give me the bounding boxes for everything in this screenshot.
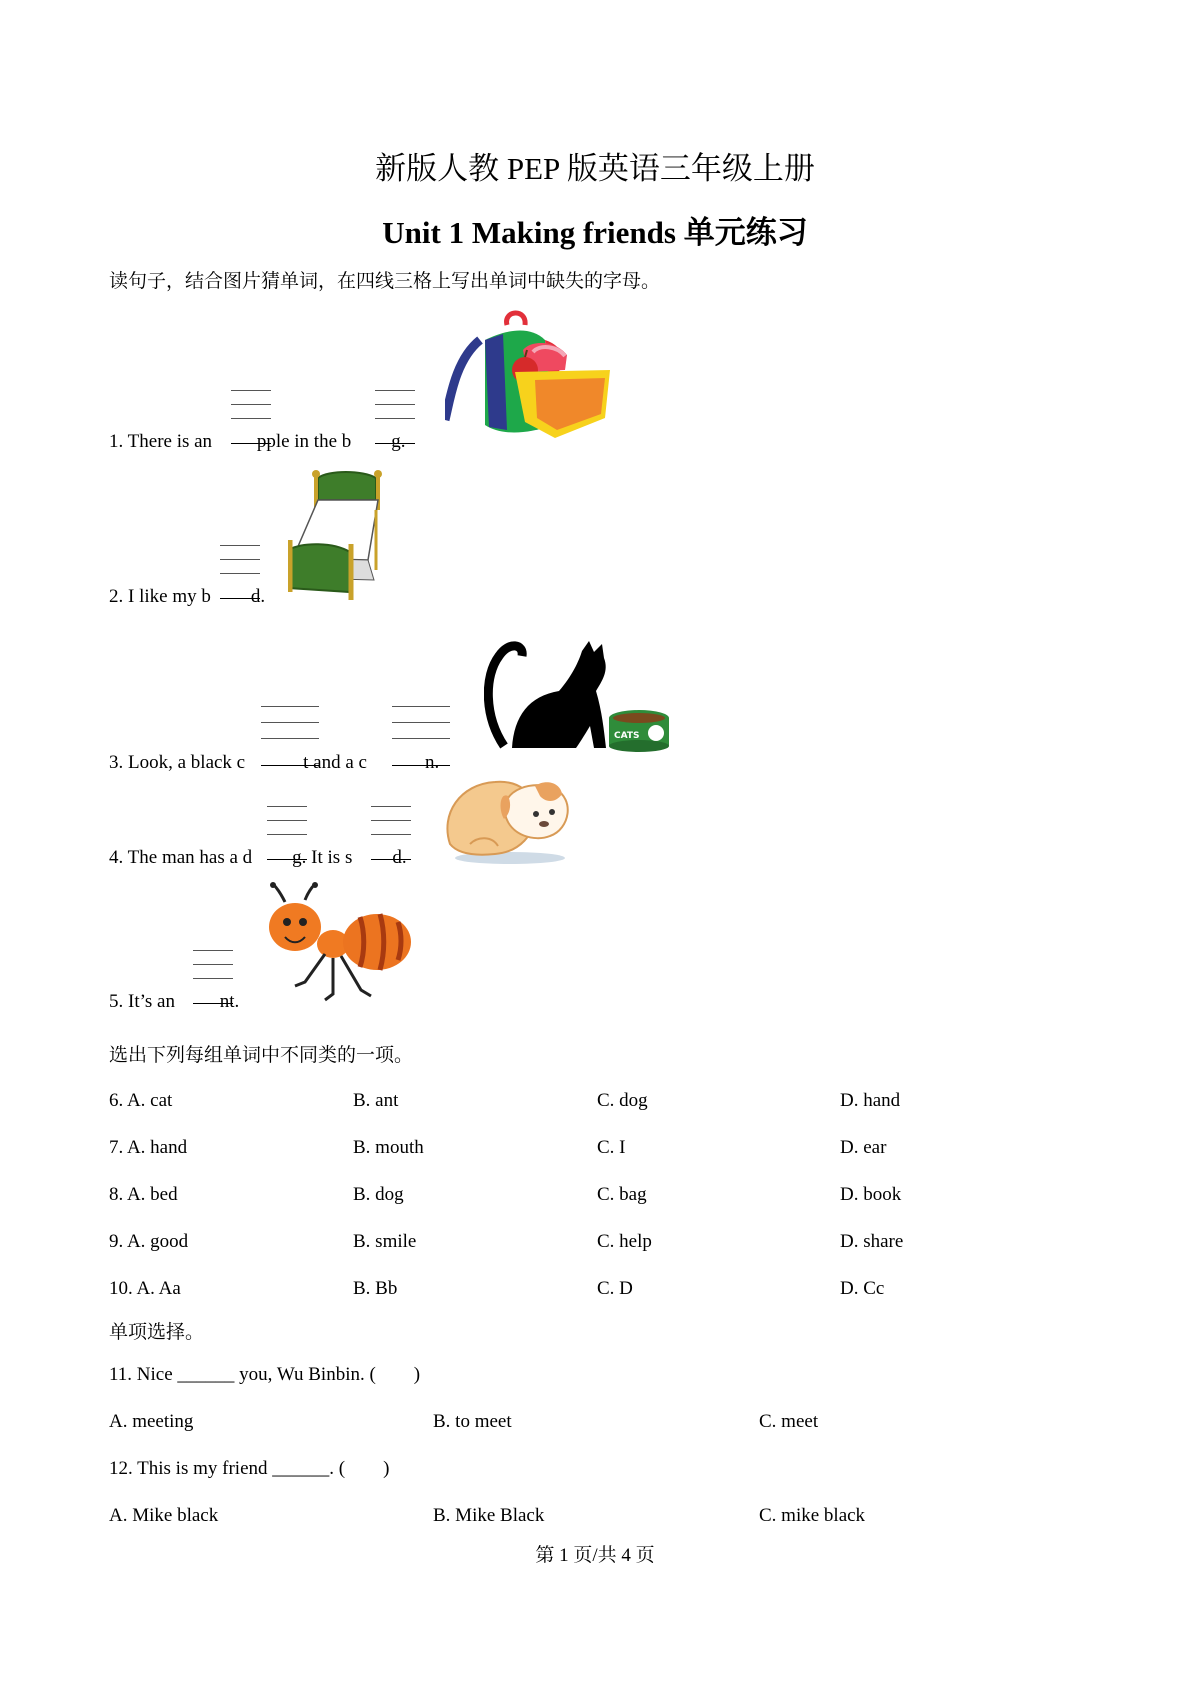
question-4 xyxy=(109,847,407,869)
q4-text-b: g. It is s xyxy=(292,847,353,868)
q3-blank-2-writing-lines[interactable] xyxy=(392,706,450,770)
q3-text-a: 3. Look, a black c xyxy=(109,752,246,773)
q4-blank-1-writing-lines[interactable] xyxy=(267,806,307,864)
q8-option-b: B. dog xyxy=(353,1184,404,1205)
question-12: 12. This is my friend ______. ( ) xyxy=(109,1458,390,1479)
sad-dog-image xyxy=(440,774,580,866)
q5-text-b: nt. xyxy=(219,991,240,1012)
q9-option-d: D. share xyxy=(840,1231,904,1252)
section3-instruction: 单项选择。 xyxy=(109,1322,205,1343)
q2-blank-writing-lines[interactable] xyxy=(220,545,260,603)
q10-option-a: 10. A. Aa xyxy=(109,1278,181,1299)
q8-option-a: 8. A. bed xyxy=(109,1184,178,1205)
q9-option-a: 9. A. good xyxy=(109,1231,189,1252)
q4-text-a: 4. The man has a d xyxy=(109,847,253,868)
page-number: 第 1 页/共 4 页 xyxy=(535,1545,655,1566)
bed-image xyxy=(288,470,408,604)
section1-instruction: 读句子，结合图片猜单词，在四线三格上写出单词中缺失的字母。 xyxy=(109,271,661,292)
cat-and-can-image xyxy=(484,636,684,752)
q7-option-a: 7. A. hand xyxy=(109,1137,188,1158)
page-subtitle: Unit 1 Making friends 单元练习 xyxy=(382,215,808,250)
q12-option-a: A. Mike black xyxy=(109,1505,219,1526)
page-title: 新版人教 PEP 版英语三年级上册 xyxy=(375,151,815,186)
q8-option-d: D. book xyxy=(840,1184,902,1205)
q1-text-c: g. xyxy=(391,431,406,452)
ant-image xyxy=(265,882,415,1006)
q6-option-d: D. hand xyxy=(840,1090,901,1111)
q7-option-d: D. ear xyxy=(840,1137,887,1158)
q2-text-a: 2. I like my b xyxy=(109,586,211,607)
q7-option-c: C. I xyxy=(597,1137,626,1158)
q4-blank-2-writing-lines[interactable] xyxy=(371,806,411,864)
q3-blank-1-writing-lines[interactable] xyxy=(261,706,319,770)
q11-option-c: C. meet xyxy=(759,1411,819,1432)
q1-text-a: 1. There is an xyxy=(109,431,217,452)
q3-text-b: t and a c xyxy=(303,752,367,773)
q2-text-b: d. xyxy=(250,586,266,607)
q5-blank-writing-lines[interactable] xyxy=(193,950,233,1008)
q10-option-c: C. D xyxy=(597,1278,633,1299)
q4-text-c: d. xyxy=(392,847,407,868)
q6-option-a: 6. A. cat xyxy=(109,1090,173,1111)
q9-option-c: C. help xyxy=(597,1231,652,1252)
q11-option-a: A. meeting xyxy=(109,1411,194,1432)
section2-instruction: 选出下列每组单词中不同类的一项。 xyxy=(109,1045,414,1066)
q12-option-b: B. Mike Black xyxy=(433,1505,545,1526)
q9-option-b: B. smile xyxy=(353,1231,417,1252)
q1-text-b: pple in the b xyxy=(256,431,352,452)
q11-option-b: B. to meet xyxy=(433,1411,512,1432)
backpack-image xyxy=(445,310,613,450)
q1-blank-2-writing-lines[interactable] xyxy=(375,390,415,448)
q10-option-b: B. Bb xyxy=(353,1278,398,1299)
q3-text-c: n. xyxy=(424,752,440,773)
q8-option-c: C. bag xyxy=(597,1184,647,1205)
q7-option-b: B. mouth xyxy=(353,1137,424,1158)
question-11: 11. Nice ______ you, Wu Binbin. ( ) xyxy=(109,1364,421,1385)
can-label: CATS xyxy=(614,731,640,741)
q1-blank-1-writing-lines[interactable] xyxy=(231,390,271,448)
q6-option-c: C. dog xyxy=(597,1090,648,1111)
q10-option-d: D. Cc xyxy=(840,1278,885,1299)
q6-option-b: B. ant xyxy=(353,1090,399,1111)
q12-option-c: C. mike black xyxy=(759,1505,866,1526)
q5-text-a: 5. It’s an xyxy=(109,991,180,1012)
